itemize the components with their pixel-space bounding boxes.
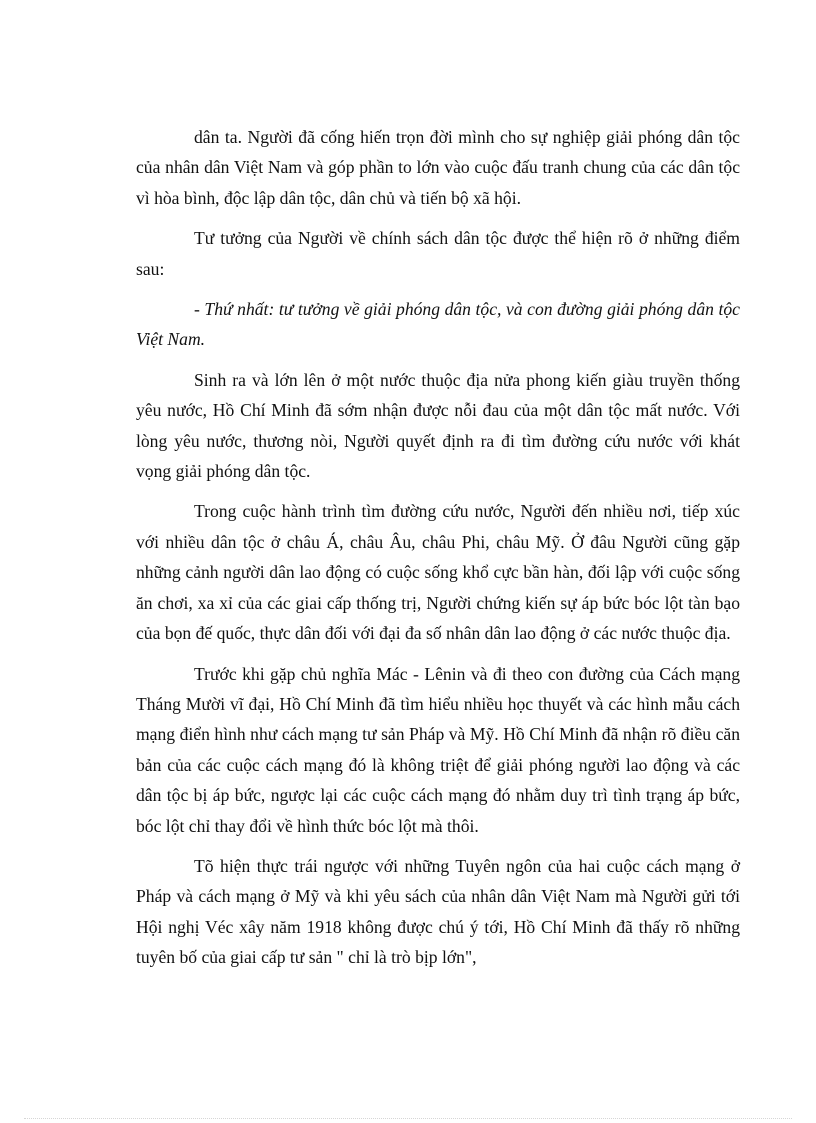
- paragraph-first-point-heading: - Thứ nhất: tư tưởng về giải phóng dân tộc, và con đường giải phóng dân tộc Việt Nam.: [136, 299, 740, 350]
- document-body: [136, 122, 740, 983]
- page-bottom-divider: [24, 1118, 792, 1119]
- paragraph-declarations: Tõ hiện thực trái ngược với những Tuyên ngôn của hai cuộc cách mạng ở Pháp và cách mạng ở Mỹ và khi yêu sách của nhân dân Việt Nam mà Người gửi tới Hội nghị Véc xây năm 1918 không được chú ý tới, Hồ Chí Minh đã thấy rõ những tuyên bố của giai cấp tư sản " chỉ là trò bịp lớn",: [136, 855, 740, 968]
- paragraph-early-life: Sinh ra và lớn lên ở một nước thuộc địa nửa phong kiến giàu truyền thống yêu nước, Hồ Chí Minh đã sớm nhận được nỗi đau của một dân tộc mất nước. Với lòng yêu nước, thương nòi, Người quyết định ra đi tìm đường cứu nước với khát vọng giải phóng dân tộc.: [136, 369, 740, 482]
- paragraph-journey: Trong cuộc hành trình tìm đường cứu nước, Người đến nhiều nơi, tiếp xúc với nhiều dân tộc ở châu Á, châu Âu, châu Phi, châu Mỹ. Ở đâu Người cũng gặp những cảnh người dân lao động có cuộc sống khổ cực bần hàn, đối lập với cuộc sống ăn chơi, xa xỉ của các giai cấp thống trị, Người chứng kiến sự áp bức bóc lột tàn bạo của bọn đế quốc, thực dân đối với đại đa số nhân dân lao động ở các nước thuộc địa.: [136, 501, 740, 644]
- paragraph-continuation: dân ta. Người đã cống hiến trọn đời mình cho sự nghiệp giải phóng dân tộc của nhân dân Việt Nam và góp phần to lớn vào cuộc đấu tranh chung của các dân tộc vì hòa bình, độc lập dân tộc, dân chủ và tiến bộ xã hội.: [136, 127, 740, 208]
- paragraph-policy-intro: Tư tưởng của Người về chính sách dân tộc được thể hiện rõ ở những điểm sau:: [136, 228, 740, 279]
- paragraph-marxism-leninism: Trước khi gặp chủ nghĩa Mác - Lênin và đi theo con đường của Cách mạng Tháng Mười vĩ đại, Hồ Chí Minh đã tìm hiểu nhiều học thuyết và các hình mẫu cách mạng điển hình như cách mạng tư sản Pháp và Mỹ. Hồ Chí Minh đã nhận rõ điều căn bản của các cuộc cách mạng đó là không triệt để giải phóng người lao động và các dân tộc bị áp bức, ngược lại các cuộc cách mạng đó nhằm duy trì tình trạng áp bức, bóc lột chỉ thay đổi về hình thức bóc lột mà thôi.: [136, 663, 740, 836]
